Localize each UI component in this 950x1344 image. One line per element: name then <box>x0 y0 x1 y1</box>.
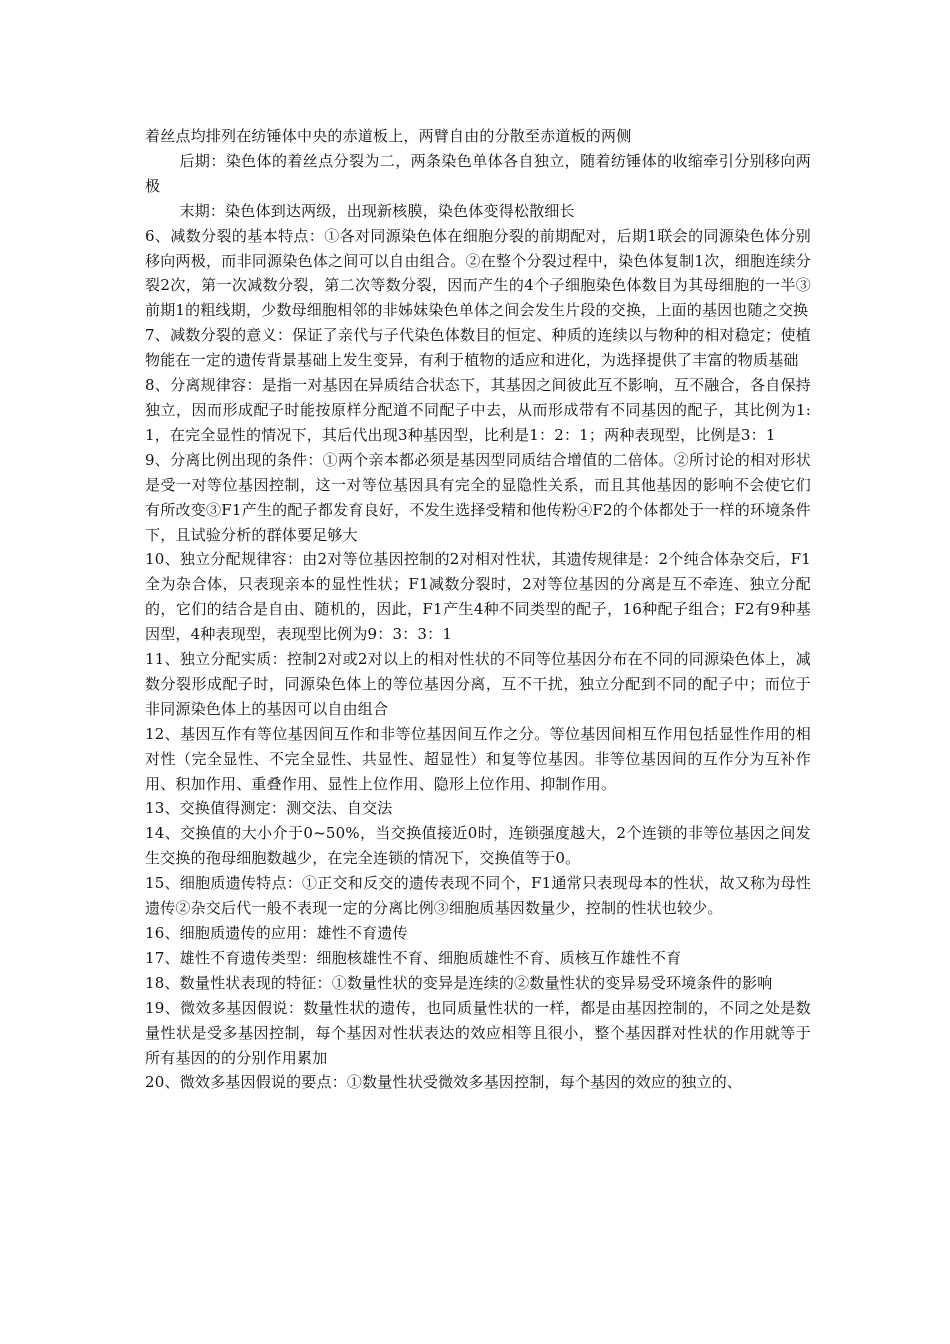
document-page <box>145 124 811 1095</box>
paragraph-item-17: 17、雄性不育遗传类型：细胞核雄性不育、细胞质雄性不育、质核互作雄性不育 <box>145 948 682 967</box>
paragraph-item-11: 11、独立分配实质：控制2对或2对以上的相对性状的不同等位基因分布在不同的同源染色体上，减数分裂形成配子时，同源染色体上的等位基因分离，互不干扰，独立分配到不同的配子中；而位于非同源染色体上的基因可以自由组合 <box>145 650 811 718</box>
paragraph-item-8: 8、分离规律容：是指一对基因在异质结合状态下，其基因之间彼此互不影响，互不融合，各自保持独立，因而形成配子时能按原样分配道不同配子中去，从而形成带有不同基因的配子，其比例为1:1，在完全显性的情况下，其后代出现3种基因型，比利是1：2：1；两种表现型，比例是3：1 <box>145 376 811 444</box>
paragraph-item-15: 15、细胞质遗传特点：①正交和反交的遗传表现不同个，F1通常只表现母本的性状，故又称为母性遗传②杂交后代一般不表现一定的分离比例③细胞质基因数量少，控制的性状也较少。 <box>145 874 811 918</box>
paragraph-item-9: 9、分离比例出现的条件：①两个亲本都必须是基因型同质结合增值的二倍体。②所讨论的相对形状是受一对等位基因控制，这一对等位基因具有完全的显隐性关系，而且其他基因的影响不会使它们有所改变③F1产生的配子都发育良好，不发生选择受精和他传粉④F2的个体都处于一样的环境条件下，且试验分析的群体要足够大 <box>145 450 811 544</box>
paragraph-item-12: 12、基因互作有等位基因间互作和非等位基因间互作之分。等位基因间相互作用包括显性作用的相对性（完全显性、不完全显性、共显性、超显性）和复等位基因。非等位基因间的互作分为互补作用、积加作用、重叠作用、显性上位作用、隐形上位作用、抑制作用。 <box>145 724 811 793</box>
paragraph-item-7: 7、减数分裂的意义：保证了亲代与子代染色体数目的恒定、种质的连续以与物种的相对稳定；使植物能在一定的遗传背景基础上发生变异，有利于植物的适应和进化，为选择提供了丰富的物质基础 <box>145 326 811 370</box>
paragraph-item-19: 19、微效多基因假说：数量性状的遗传，也同质量性状的一样，都是由基因控制的，不同之处是数量性状是受多基因控制，每个基因对性状表达的效应相等且很小，整个基因群对性状的作用就等于所有基因的的分别作用累加 <box>145 998 811 1067</box>
paragraph-item-18: 18、数量性状表现的特征：①数量性状的变异是连续的②数量性状的变异易受环境条件的影响 <box>145 973 773 992</box>
paragraph-item-13: 13、交换值得测定：测交法、自交法 <box>145 799 393 818</box>
paragraph-item-10: 10、独立分配规律容：由2对等位基因控制的2对相对性状，其遗传规律是：2个纯合体杂交后，F1全为杂合体，只表现亲本的显性性状；F1减数分裂时，2对等位基因的分离是互不牵连、独立分配的，它们的结合是自由、随机的，因此，F1产生4种不同类型的配子，16种配子组合；F2有9种基因型，4种表现型，表现型比例为9：3：3：1 <box>145 550 811 644</box>
paragraph-anaphase: 后期：染色体的着丝点分裂为二，两条染色单体各自独立，随着纺锤体的收缩牵引分别移向两极 <box>145 151 811 195</box>
paragraph-item-20: 20、微效多基因假说的要点：①数量性状受微效多基因控制，每个基因的效应的独立的、 <box>145 1073 743 1092</box>
paragraph-item-6: 6、减数分裂的基本特点：①各对同源染色体在细胞分裂的前期配对，后期1联会的同源染色体分别移向两极，而非同源染色体之间可以自由组合。②在整个分裂过程中，染色体复制1次，细胞连续分裂2次，第一次减数分裂，第二次等数分裂，因而产生的4个子细胞染色体数目为其母细胞的一半③前期1的粗线期，少数母细胞相邻的非姊妹染色单体之间会发生片段的交换，上面的基因也随之交换 <box>145 226 811 320</box>
paragraph-item-16: 16、细胞质遗传的应用：雄性不育遗传 <box>145 924 408 942</box>
paragraph-telophase: 末期：染色体到达两级，出现新核膜，染色体变得松散细长 <box>179 201 575 220</box>
paragraph-item-14: 14、交换值的大小介于0~50%，当交换值接近0时，连锁强度越大，2个连锁的非等位基因之间发生交换的孢母细胞数越少，在完全连锁的情况下，交换值等于0。 <box>145 824 811 868</box>
paragraph-metaphase-cont: 着丝点均排列在纺锤体中央的赤道板上，两臂自由的分散至赤道板的两侧 <box>145 127 632 145</box>
